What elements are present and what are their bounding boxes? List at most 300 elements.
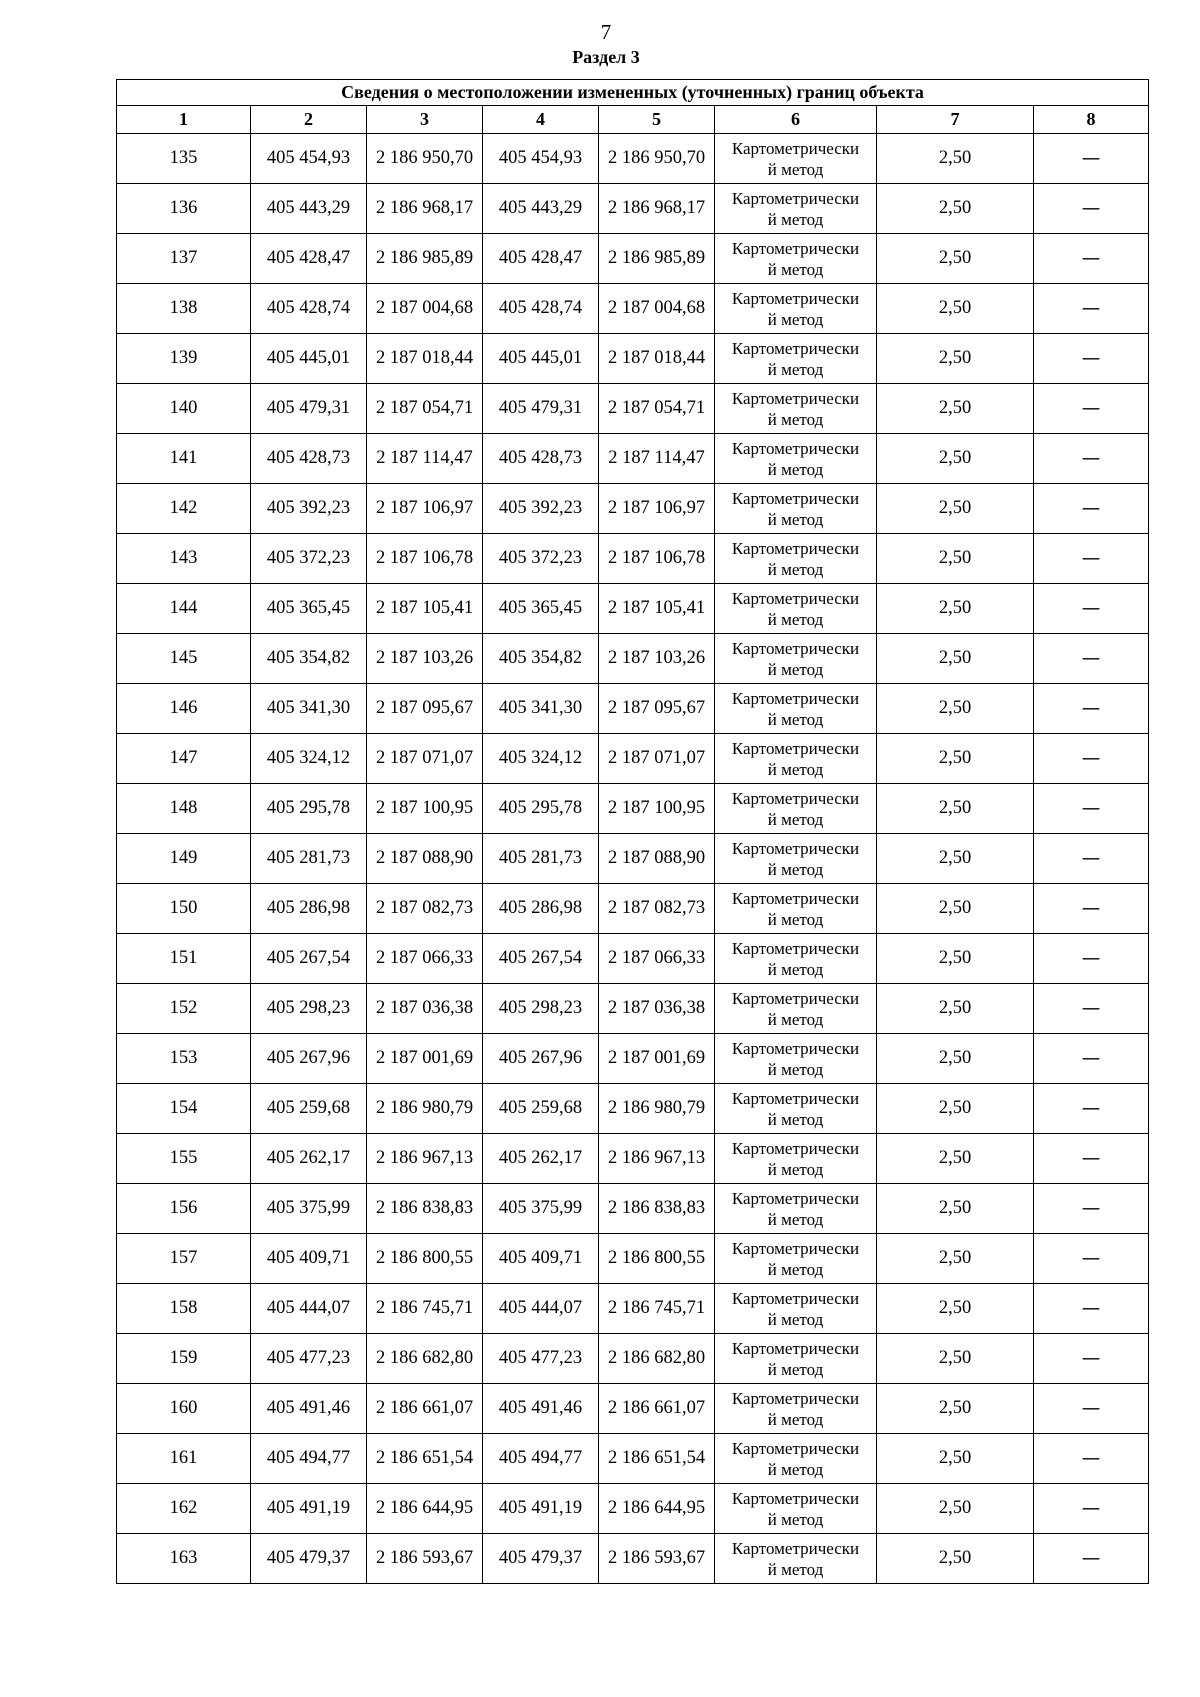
y-coordinate-old: 2 187 105,41 [367, 584, 483, 634]
method-text-line2: й метод [767, 959, 824, 979]
y-coordinate-old: 2 187 018,44 [367, 334, 483, 384]
method-text-line1: Картометрически [731, 788, 860, 808]
y-coordinate-new: 2 187 103,26 [599, 634, 715, 684]
y-coordinate-new: 2 187 066,33 [599, 934, 715, 984]
method-text-line1: Картометрически [731, 238, 860, 258]
table-body [117, 134, 1149, 1584]
x-coordinate-new: 405 372,23 [483, 534, 599, 584]
y-coordinate-new: 2 187 095,67 [599, 684, 715, 734]
method-text-line2: й метод [767, 1359, 824, 1379]
precision-value: 2,50 [877, 334, 1034, 384]
method-text-line1: Картометрически [731, 388, 860, 408]
table-row [117, 1534, 1149, 1584]
y-coordinate-new: 2 187 071,07 [599, 734, 715, 784]
method-text-line2: й метод [767, 759, 824, 779]
precision-value: 2,50 [877, 134, 1034, 184]
column-number: 6 [715, 106, 877, 134]
y-coordinate-old: 2 187 095,67 [367, 684, 483, 734]
x-coordinate-old: 405 372,23 [251, 534, 367, 584]
y-coordinate-new: 2 186 985,89 [599, 234, 715, 284]
method-cell [715, 534, 877, 584]
point-number: 154 [117, 1084, 251, 1134]
x-coordinate-new: 405 409,71 [483, 1234, 599, 1284]
y-coordinate-new: 2 187 082,73 [599, 884, 715, 934]
method-text-line1: Картометрически [731, 138, 860, 158]
point-number: 149 [117, 834, 251, 884]
x-coordinate-old: 405 479,37 [251, 1534, 367, 1584]
method-text-line2: й метод [767, 409, 824, 429]
y-coordinate-old: 2 186 967,13 [367, 1134, 483, 1184]
x-coordinate-old: 405 428,74 [251, 284, 367, 334]
x-coordinate-old: 405 281,73 [251, 834, 367, 884]
method-text-line2: й метод [767, 1159, 824, 1179]
coordinates-table [116, 79, 1149, 1584]
precision-value: 2,50 [877, 534, 1034, 584]
x-coordinate-new: 405 281,73 [483, 834, 599, 884]
y-coordinate-new: 2 186 967,13 [599, 1134, 715, 1184]
table-row [117, 1134, 1149, 1184]
method-cell [715, 984, 877, 1034]
method-text-line1: Картометрически [731, 1388, 860, 1408]
point-number: 152 [117, 984, 251, 1034]
precision-value: 2,50 [877, 834, 1034, 884]
x-coordinate-old: 405 365,45 [251, 584, 367, 634]
x-coordinate-new: 405 286,98 [483, 884, 599, 934]
y-coordinate-old: 2 186 651,54 [367, 1434, 483, 1484]
method-cell [715, 134, 877, 184]
x-coordinate-new: 405 444,07 [483, 1284, 599, 1334]
y-coordinate-old: 2 187 100,95 [367, 784, 483, 834]
x-coordinate-old: 405 445,01 [251, 334, 367, 384]
y-coordinate-old: 2 186 644,95 [367, 1484, 483, 1534]
table-caption: Сведения о местоположении измененных (уточненных) границ объекта [117, 80, 1149, 106]
method-cell [715, 734, 877, 784]
y-coordinate-new: 2 187 105,41 [599, 584, 715, 634]
x-coordinate-old: 405 494,77 [251, 1434, 367, 1484]
table-row [117, 1184, 1149, 1234]
method-text-line1: Картометрически [731, 1188, 860, 1208]
method-cell [715, 1284, 877, 1334]
x-coordinate-new: 405 479,31 [483, 384, 599, 434]
table-row [117, 334, 1149, 384]
method-text-line2: й метод [767, 1409, 824, 1429]
x-coordinate-old: 405 298,23 [251, 984, 367, 1034]
empty-value-dash: — [1034, 1384, 1149, 1434]
empty-value-dash: — [1034, 1434, 1149, 1484]
point-number: 135 [117, 134, 251, 184]
y-coordinate-old: 2 186 593,67 [367, 1534, 483, 1584]
empty-value-dash: — [1034, 434, 1149, 484]
method-cell [715, 1484, 877, 1534]
column-number: 5 [599, 106, 715, 134]
method-text-line2: й метод [767, 609, 824, 629]
method-text-line2: й метод [767, 1559, 824, 1579]
method-cell [715, 684, 877, 734]
method-cell [715, 784, 877, 834]
y-coordinate-old: 2 187 106,97 [367, 484, 483, 534]
method-cell [715, 334, 877, 384]
x-coordinate-old: 405 443,29 [251, 184, 367, 234]
x-coordinate-new: 405 375,99 [483, 1184, 599, 1234]
method-cell [715, 834, 877, 884]
point-number: 146 [117, 684, 251, 734]
table-row [117, 1334, 1149, 1384]
table-row [117, 234, 1149, 284]
point-number: 144 [117, 584, 251, 634]
method-text-line1: Картометрически [731, 188, 860, 208]
precision-value: 2,50 [877, 1084, 1034, 1134]
x-coordinate-new: 405 262,17 [483, 1134, 599, 1184]
table-caption-row [117, 80, 1149, 106]
x-coordinate-old: 405 409,71 [251, 1234, 367, 1284]
y-coordinate-new: 2 186 644,95 [599, 1484, 715, 1534]
table-row [117, 834, 1149, 884]
table-row [117, 434, 1149, 484]
empty-value-dash: — [1034, 584, 1149, 634]
precision-value: 2,50 [877, 484, 1034, 534]
x-coordinate-old: 405 491,19 [251, 1484, 367, 1534]
x-coordinate-old: 405 286,98 [251, 884, 367, 934]
empty-value-dash: — [1034, 884, 1149, 934]
point-number: 137 [117, 234, 251, 284]
method-text-line2: й метод [767, 159, 824, 179]
precision-value: 2,50 [877, 1434, 1034, 1484]
empty-value-dash: — [1034, 684, 1149, 734]
x-coordinate-old: 405 324,12 [251, 734, 367, 784]
x-coordinate-new: 405 354,82 [483, 634, 599, 684]
precision-value: 2,50 [877, 684, 1034, 734]
method-cell [715, 584, 877, 634]
point-number: 155 [117, 1134, 251, 1184]
method-cell [715, 1434, 877, 1484]
x-coordinate-new: 405 491,46 [483, 1384, 599, 1434]
point-number: 160 [117, 1384, 251, 1434]
y-coordinate-old: 2 186 968,17 [367, 184, 483, 234]
point-number: 163 [117, 1534, 251, 1584]
y-coordinate-old: 2 186 661,07 [367, 1384, 483, 1434]
empty-value-dash: — [1034, 534, 1149, 584]
method-text-line2: й метод [767, 1059, 824, 1079]
x-coordinate-new: 405 324,12 [483, 734, 599, 784]
y-coordinate-new: 2 186 838,83 [599, 1184, 715, 1234]
method-text-line1: Картометрически [731, 1038, 860, 1058]
precision-value: 2,50 [877, 184, 1034, 234]
empty-value-dash: — [1034, 1484, 1149, 1534]
table-row [117, 884, 1149, 934]
empty-value-dash: — [1034, 634, 1149, 684]
precision-value: 2,50 [877, 234, 1034, 284]
table-row [117, 184, 1149, 234]
table-row [117, 634, 1149, 684]
method-text-line1: Картометрически [731, 888, 860, 908]
method-text-line1: Картометрически [731, 1238, 860, 1258]
method-text-line1: Картометрически [731, 738, 860, 758]
y-coordinate-old: 2 187 036,38 [367, 984, 483, 1034]
method-cell [715, 234, 877, 284]
method-text-line1: Картометрически [731, 1438, 860, 1458]
method-text-line2: й метод [767, 859, 824, 879]
x-coordinate-old: 405 267,54 [251, 934, 367, 984]
method-text-line2: й метод [767, 1259, 824, 1279]
y-coordinate-old: 2 186 800,55 [367, 1234, 483, 1284]
method-text-line1: Картометрически [731, 1138, 860, 1158]
x-coordinate-new: 405 445,01 [483, 334, 599, 384]
precision-value: 2,50 [877, 1134, 1034, 1184]
method-text-line2: й метод [767, 1459, 824, 1479]
x-coordinate-old: 405 454,93 [251, 134, 367, 184]
method-text-line1: Картометрически [731, 338, 860, 358]
method-text-line1: Картометрически [731, 638, 860, 658]
y-coordinate-new: 2 187 036,38 [599, 984, 715, 1034]
x-coordinate-old: 405 341,30 [251, 684, 367, 734]
y-coordinate-new: 2 186 661,07 [599, 1384, 715, 1434]
x-coordinate-new: 405 477,23 [483, 1334, 599, 1384]
x-coordinate-old: 405 262,17 [251, 1134, 367, 1184]
table-row [117, 684, 1149, 734]
empty-value-dash: — [1034, 1034, 1149, 1084]
point-number: 143 [117, 534, 251, 584]
table-row [117, 1034, 1149, 1084]
empty-value-dash: — [1034, 1234, 1149, 1284]
point-number: 147 [117, 734, 251, 784]
method-text-line1: Картометрически [731, 438, 860, 458]
method-text-line2: й метод [767, 509, 824, 529]
method-text-line1: Картометрически [731, 588, 860, 608]
column-number-row [117, 106, 1149, 134]
method-text-line2: й метод [767, 309, 824, 329]
method-text-line1: Картометрически [731, 538, 860, 558]
method-cell [715, 1134, 877, 1184]
y-coordinate-new: 2 186 800,55 [599, 1234, 715, 1284]
empty-value-dash: — [1034, 1334, 1149, 1384]
y-coordinate-new: 2 186 980,79 [599, 1084, 715, 1134]
table-row [117, 384, 1149, 434]
x-coordinate-new: 405 341,30 [483, 684, 599, 734]
x-coordinate-new: 405 428,73 [483, 434, 599, 484]
point-number: 139 [117, 334, 251, 384]
table-row [117, 734, 1149, 784]
precision-value: 2,50 [877, 934, 1034, 984]
method-text-line2: й метод [767, 459, 824, 479]
point-number: 142 [117, 484, 251, 534]
x-coordinate-new: 405 428,47 [483, 234, 599, 284]
y-coordinate-old: 2 186 950,70 [367, 134, 483, 184]
y-coordinate-new: 2 186 968,17 [599, 184, 715, 234]
empty-value-dash: — [1034, 234, 1149, 284]
point-number: 141 [117, 434, 251, 484]
y-coordinate-old: 2 187 054,71 [367, 384, 483, 434]
y-coordinate-old: 2 186 985,89 [367, 234, 483, 284]
x-coordinate-old: 405 491,46 [251, 1384, 367, 1434]
method-text-line2: й метод [767, 1209, 824, 1229]
method-cell [715, 484, 877, 534]
method-text-line2: й метод [767, 659, 824, 679]
precision-value: 2,50 [877, 1534, 1034, 1584]
method-text-line2: й метод [767, 1009, 824, 1029]
y-coordinate-old: 2 187 082,73 [367, 884, 483, 934]
x-coordinate-old: 405 259,68 [251, 1084, 367, 1134]
x-coordinate-new: 405 259,68 [483, 1084, 599, 1134]
y-coordinate-old: 2 187 071,07 [367, 734, 483, 784]
y-coordinate-old: 2 187 106,78 [367, 534, 483, 584]
section-title: Раздел 3 [572, 47, 640, 67]
y-coordinate-old: 2 187 114,47 [367, 434, 483, 484]
method-text-line1: Картометрически [731, 938, 860, 958]
table-row [117, 1084, 1149, 1134]
method-cell [715, 1334, 877, 1384]
method-text-line2: й метод [767, 1309, 824, 1329]
precision-value: 2,50 [877, 434, 1034, 484]
precision-value: 2,50 [877, 1234, 1034, 1284]
y-coordinate-new: 2 186 593,67 [599, 1534, 715, 1584]
method-text-line1: Картометрически [731, 1088, 860, 1108]
x-coordinate-new: 405 295,78 [483, 784, 599, 834]
precision-value: 2,50 [877, 1334, 1034, 1384]
table-row [117, 984, 1149, 1034]
point-number: 151 [117, 934, 251, 984]
precision-value: 2,50 [877, 1384, 1034, 1434]
method-text-line2: й метод [767, 1109, 824, 1129]
precision-value: 2,50 [877, 384, 1034, 434]
empty-value-dash: — [1034, 1534, 1149, 1584]
x-coordinate-new: 405 392,23 [483, 484, 599, 534]
x-coordinate-old: 405 428,47 [251, 234, 367, 284]
method-cell [715, 1384, 877, 1434]
empty-value-dash: — [1034, 184, 1149, 234]
point-number: 140 [117, 384, 251, 434]
table-row [117, 484, 1149, 534]
precision-value: 2,50 [877, 284, 1034, 334]
point-number: 153 [117, 1034, 251, 1084]
method-cell [715, 1534, 877, 1584]
column-number: 8 [1034, 106, 1149, 134]
table-row [117, 1234, 1149, 1284]
x-coordinate-old: 405 428,73 [251, 434, 367, 484]
y-coordinate-old: 2 186 745,71 [367, 1284, 483, 1334]
column-number: 4 [483, 106, 599, 134]
precision-value: 2,50 [877, 584, 1034, 634]
method-text-line2: й метод [767, 209, 824, 229]
x-coordinate-new: 405 267,54 [483, 934, 599, 984]
x-coordinate-new: 405 267,96 [483, 1034, 599, 1084]
empty-value-dash: — [1034, 334, 1149, 384]
method-text-line2: й метод [767, 709, 824, 729]
x-coordinate-old: 405 267,96 [251, 1034, 367, 1084]
y-coordinate-new: 2 187 100,95 [599, 784, 715, 834]
y-coordinate-old: 2 186 838,83 [367, 1184, 483, 1234]
point-number: 148 [117, 784, 251, 834]
x-coordinate-old: 405 479,31 [251, 384, 367, 434]
table-row [117, 134, 1149, 184]
method-cell [715, 1084, 877, 1134]
y-coordinate-old: 2 187 001,69 [367, 1034, 483, 1084]
point-number: 156 [117, 1184, 251, 1234]
empty-value-dash: — [1034, 284, 1149, 334]
method-cell [715, 384, 877, 434]
method-text-line1: Картометрически [731, 1488, 860, 1508]
method-text-line1: Картометрически [731, 688, 860, 708]
x-coordinate-new: 405 479,37 [483, 1534, 599, 1584]
method-text-line2: й метод [767, 909, 824, 929]
x-coordinate-old: 405 375,99 [251, 1184, 367, 1234]
y-coordinate-new: 2 186 651,54 [599, 1434, 715, 1484]
precision-value: 2,50 [877, 1284, 1034, 1334]
table-row [117, 1484, 1149, 1534]
y-coordinate-old: 2 186 682,80 [367, 1334, 483, 1384]
table-row [117, 534, 1149, 584]
empty-value-dash: — [1034, 784, 1149, 834]
precision-value: 2,50 [877, 1484, 1034, 1534]
y-coordinate-old: 2 186 980,79 [367, 1084, 483, 1134]
method-text-line1: Картометрически [731, 488, 860, 508]
method-cell [715, 1034, 877, 1084]
empty-value-dash: — [1034, 734, 1149, 784]
y-coordinate-new: 2 187 018,44 [599, 334, 715, 384]
method-cell [715, 1234, 877, 1284]
x-coordinate-new: 405 428,74 [483, 284, 599, 334]
x-coordinate-new: 405 454,93 [483, 134, 599, 184]
method-cell [715, 884, 877, 934]
empty-value-dash: — [1034, 834, 1149, 884]
y-coordinate-new: 2 187 114,47 [599, 434, 715, 484]
empty-value-dash: — [1034, 134, 1149, 184]
precision-value: 2,50 [877, 884, 1034, 934]
y-coordinate-new: 2 187 004,68 [599, 284, 715, 334]
precision-value: 2,50 [877, 734, 1034, 784]
y-coordinate-new: 2 187 106,78 [599, 534, 715, 584]
y-coordinate-new: 2 187 106,97 [599, 484, 715, 534]
table-row [117, 584, 1149, 634]
method-cell [715, 184, 877, 234]
x-coordinate-old: 405 477,23 [251, 1334, 367, 1384]
table-row [117, 784, 1149, 834]
y-coordinate-new: 2 187 054,71 [599, 384, 715, 434]
method-text-line1: Картометрически [731, 1538, 860, 1558]
column-number: 1 [117, 106, 251, 134]
y-coordinate-new: 2 186 682,80 [599, 1334, 715, 1384]
method-cell [715, 634, 877, 684]
method-text-line1: Картометрически [731, 288, 860, 308]
method-text-line1: Картометрически [731, 838, 860, 858]
y-coordinate-old: 2 187 103,26 [367, 634, 483, 684]
table-row [117, 1434, 1149, 1484]
y-coordinate-new: 2 186 950,70 [599, 134, 715, 184]
table-row [117, 284, 1149, 334]
empty-value-dash: — [1034, 1084, 1149, 1134]
x-coordinate-old: 405 392,23 [251, 484, 367, 534]
method-text-line2: й метод [767, 809, 824, 829]
x-coordinate-new: 405 298,23 [483, 984, 599, 1034]
point-number: 161 [117, 1434, 251, 1484]
method-text-line2: й метод [767, 1509, 824, 1529]
method-cell [715, 284, 877, 334]
table-row [117, 1284, 1149, 1334]
point-number: 138 [117, 284, 251, 334]
method-text-line2: й метод [767, 359, 824, 379]
method-text-line1: Картометрически [731, 988, 860, 1008]
precision-value: 2,50 [877, 984, 1034, 1034]
x-coordinate-old: 405 354,82 [251, 634, 367, 684]
x-coordinate-new: 405 443,29 [483, 184, 599, 234]
point-number: 150 [117, 884, 251, 934]
empty-value-dash: — [1034, 1134, 1149, 1184]
point-number: 159 [117, 1334, 251, 1384]
point-number: 157 [117, 1234, 251, 1284]
y-coordinate-old: 2 187 004,68 [367, 284, 483, 334]
method-cell [715, 434, 877, 484]
x-coordinate-new: 405 491,19 [483, 1484, 599, 1534]
method-text-line2: й метод [767, 259, 824, 279]
